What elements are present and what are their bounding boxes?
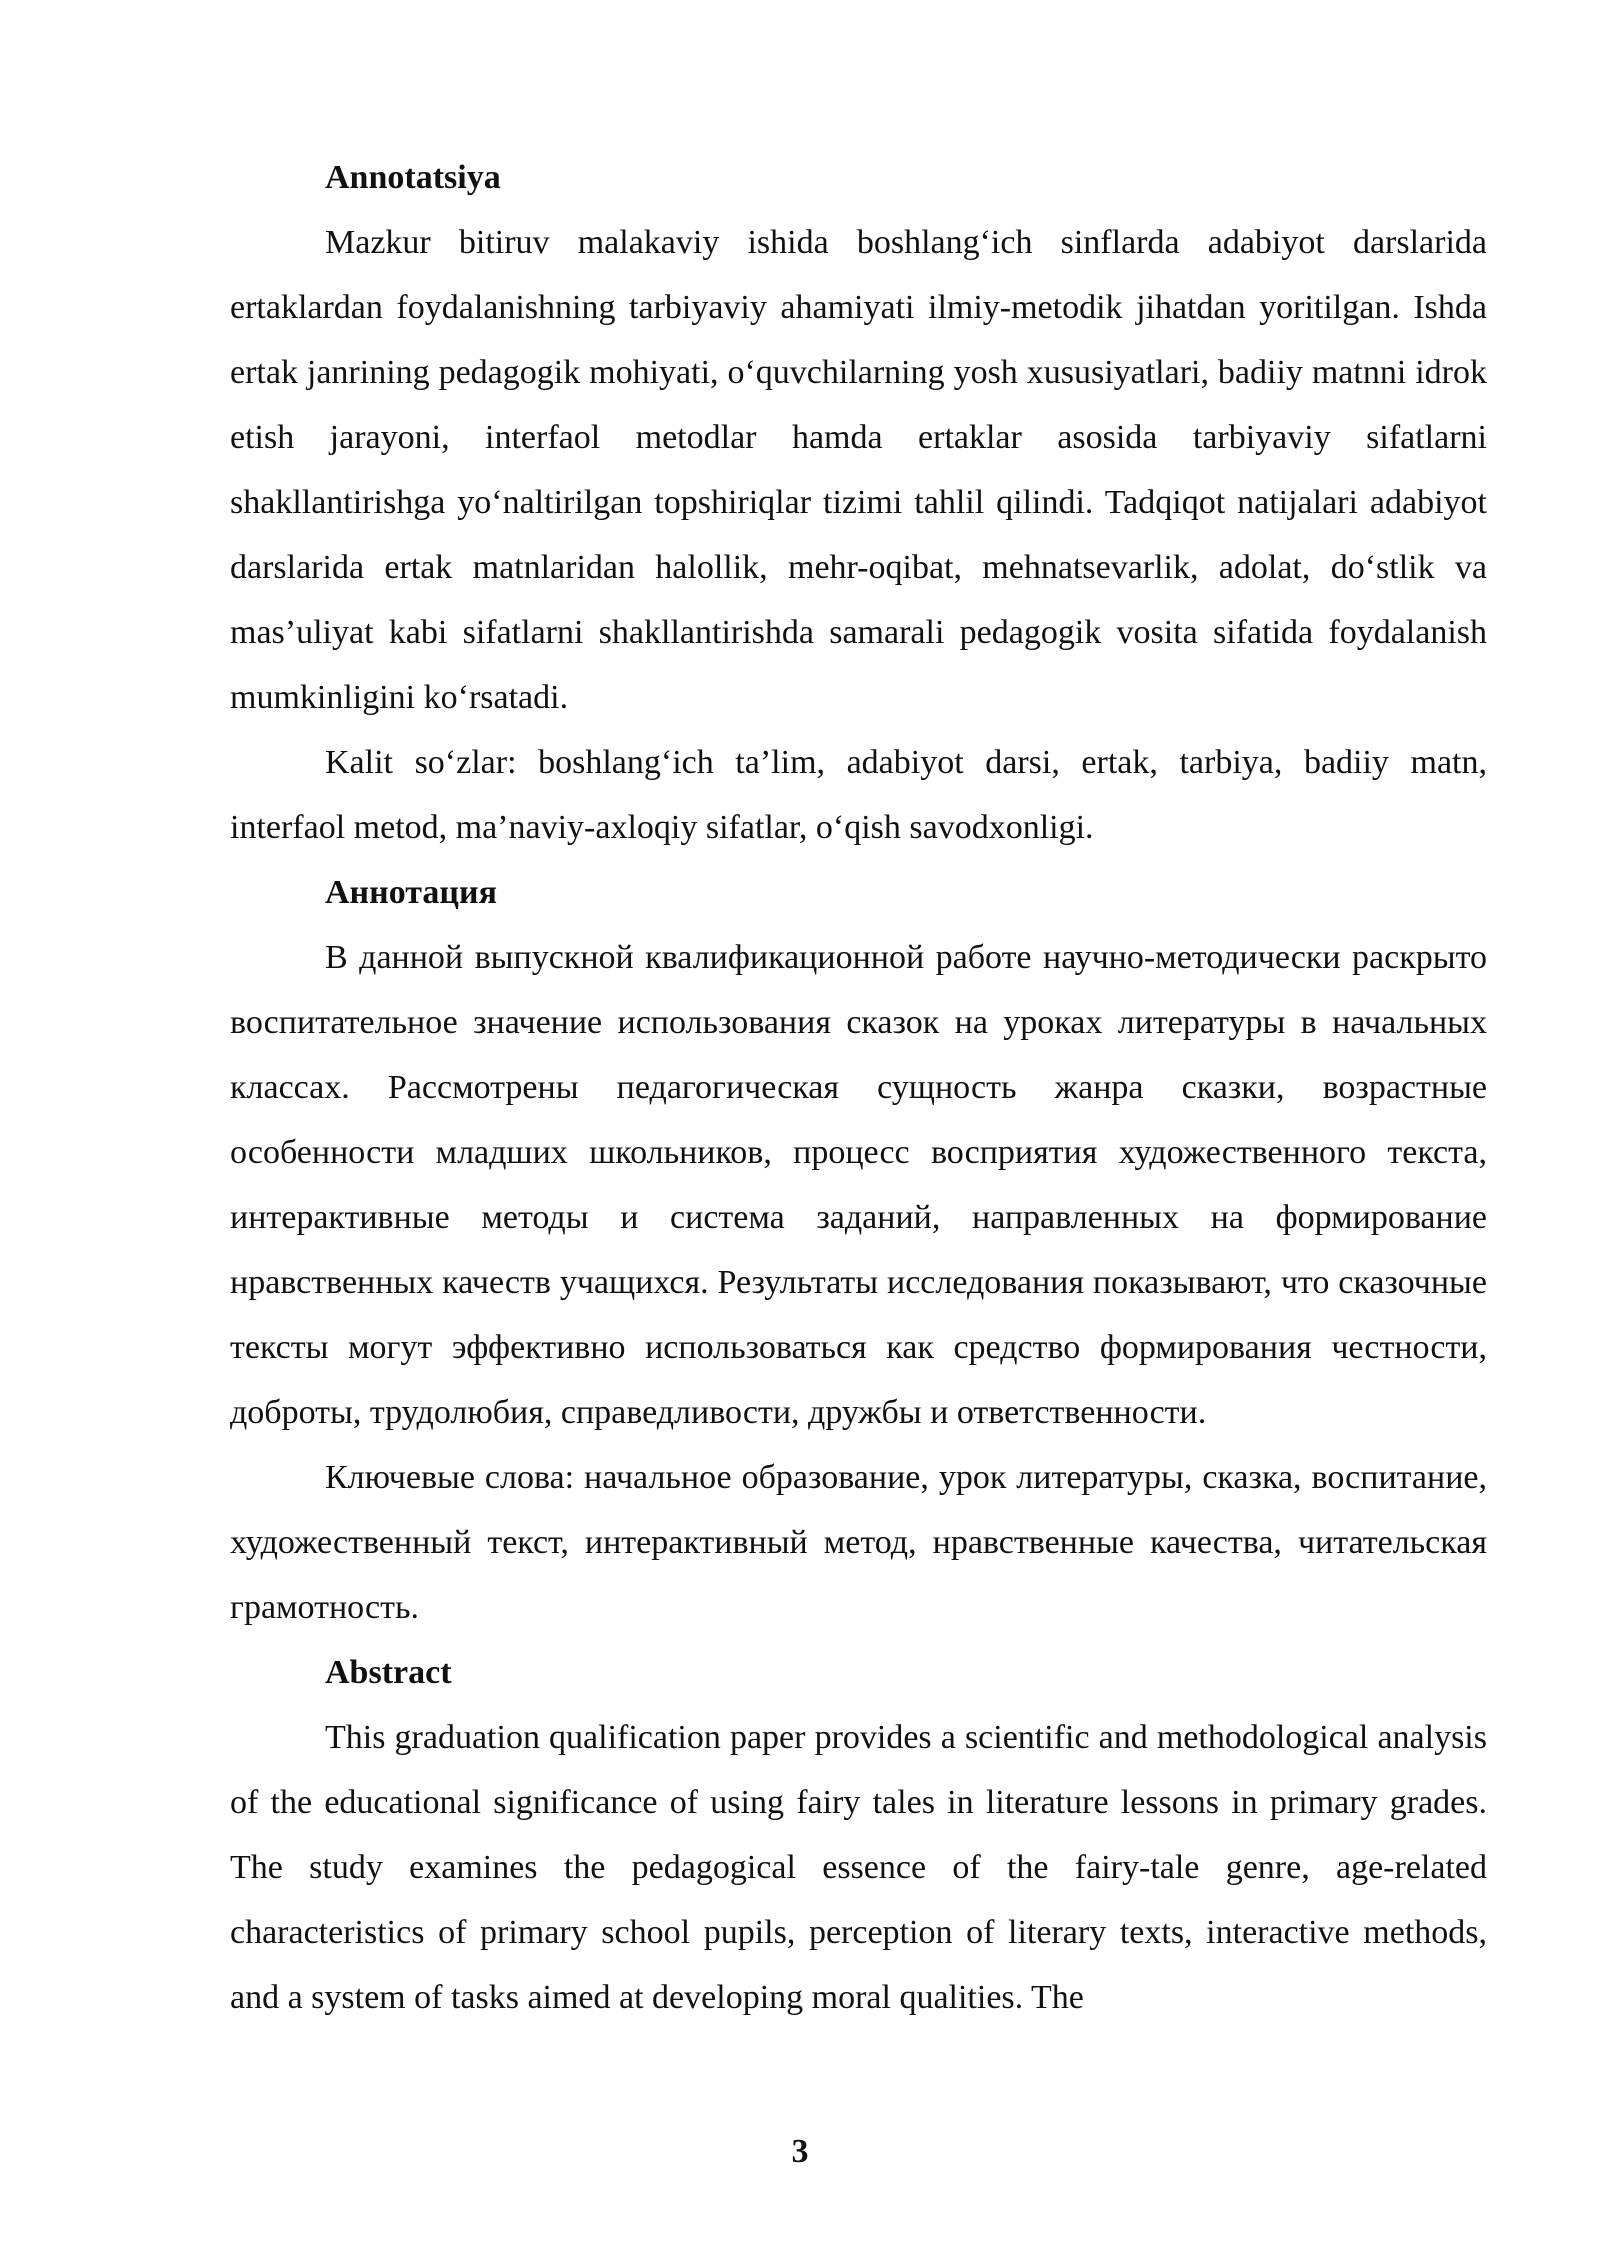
section-heading: Abstract [325,1654,452,1691]
section-heading: Аннотация [325,874,497,911]
section-annotatsiya [230,145,1487,860]
section-heading: Annotatsiya [325,159,501,196]
keywords-paragraph: Ключевые слова: начальное образование, урок литературы, сказка, воспитание, художественный текст, интерактивный метод, нравственные качества, читательская грамотность. [230,1459,1487,1626]
section-annotatsiya-ru [230,860,1487,1640]
page-number: 3 [791,2133,809,2170]
section-abstract [230,1640,1487,2030]
abstract-paragraph: This graduation qualification paper provides a scientific and methodological analysis of the educational significance of using fairy tales in literature lessons in primary grades. The study examines the pedagogical essence of the fairy-tale genre, age-related characteristics of primary school pupils, perception of literary texts, interactive methods, and a system of tasks aimed at developing moral qualities. The [230,1719,1487,2016]
abstract-paragraph: Mazkur bitiruv malakaviy ishida boshlang‘ich sinflarda adabiyot darslarida ertaklardan foydalanishning tarbiyaviy ahamiyati ilmiy-metodik jihatdan yoritilgan. Ishda ertak janrining pedagogik mohiyati, o‘quvchilarning yosh xususiyatlari, badiiy matnni idrok etish jarayoni, interfaol metodlar hamda ertaklar asosida tarbiyaviy sifatlarni shakllantirishga yo‘naltirilgan topshiriqlar tizimi tahlil qilindi. Tadqiqot natijalari adabiyot darslarida ertak matnlaridan halollik, mehr-oqibat, mehnatsevarlik, adolat, do‘stlik va mas’uliyat kabi sifatlarni shakllantirishda samarali pedagogik vosita sifatida foydalanish mumkinligini ko‘rsatadi. [230,224,1487,716]
document-page [230,145,1487,2030]
keywords-paragraph: Kalit so‘zlar: boshlang‘ich ta’lim, adabiyot darsi, ertak, tarbiya, badiiy matn, interfaol metod, ma’naviy-axloqiy sifatlar, o‘qish savodxonligi. [230,744,1487,846]
abstract-paragraph: В данной выпускной квалификационной работе научно-методически раскрыто воспитательное значение использования сказок на уроках литературы в начальных классах. Рассмотрены педагогическая сущность жанра сказки, возрастные особенности младших школьников, процесс восприятия художественного текста, интерактивные методы и система заданий, направленных на формирование нравственных качеств учащихся. Результаты исследования показывают, что сказочные тексты могут эффективно использоваться как средство формирования честности, доброты, трудолюбия, справедливости, дружбы и ответственности. [230,939,1487,1431]
